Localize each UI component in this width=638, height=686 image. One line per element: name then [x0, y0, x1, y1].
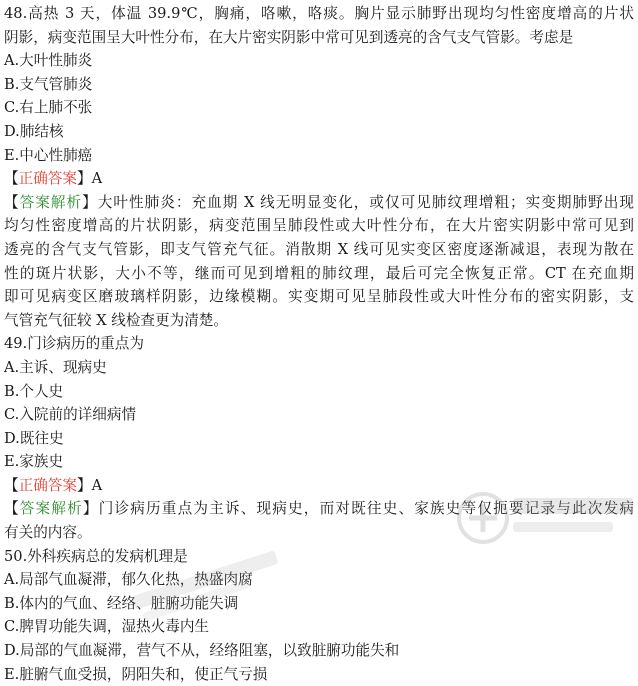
analysis-text-line: 均匀性密度增高的片状阴影，病变范围呈肺段性或大叶性分布，在大片密实阴影中常可见到: [4, 217, 634, 235]
analysis-text-line: 门诊病历重点为主诉、现病史，而对既往史、家族史等仅扼要记录与此次发病: [98, 500, 634, 518]
question-49: [4, 332, 634, 544]
option-e: E.中心性肺癌: [4, 146, 93, 164]
analysis-text-line: 大叶性肺炎：充血期 X 线无明显变化，或仅可见肺纹理增粗；实变期肺野出现: [97, 193, 634, 211]
option-a: A.大叶性肺炎: [4, 52, 93, 70]
option-d: D.肺结核: [4, 122, 64, 140]
option-e: E.家族史: [4, 453, 64, 471]
correct-answer-label: 正确答案: [18, 170, 77, 188]
correct-answer: 【正确答案】A: [4, 170, 103, 188]
analysis-text-line: 透亮的含气支气管影，即支气管充气征。消散期 X 线可见实变区密度逐渐减退，表现为散在: [4, 240, 634, 258]
answer-analysis: 【答案解析】大叶性肺炎：充血期 X 线无明显变化，或仅可见肺纹理增粗；实变期肺野出现: [4, 193, 634, 211]
question-stem-line: 48.高热 3 天，体温 39.9℃，胸痛，咯嗽，咯痰。胸片显示肺野出现均匀性密度增高的片状: [4, 5, 634, 22]
question-stem: 49.门诊病历的重点为: [4, 335, 144, 353]
option-a: A.局部气血凝滞，郁久化热，热盛肉腐: [4, 571, 253, 589]
correct-answer-value: A: [91, 476, 103, 494]
answer-analysis: 【答案解析】门诊病历重点为主诉、现病史，而对既往史、家族史等仅扼要记录与此次发病: [4, 500, 634, 518]
analysis-text-line: 气管充气征较 X 线检查更为清楚。: [4, 311, 228, 329]
question-stem: 50.外科疾病总的发病机理是: [4, 547, 188, 565]
exam-page: [4, 2, 634, 686]
analysis-text-line: 性的斑片状影，大小不等，继而可见到增粗的肺纹理，最后可完全恢复正常。CT 在充血期: [4, 264, 634, 282]
analysis-text-line: 即可见病变区磨玻璃样阴影，边缘模糊。实变期可见呈肺段性或大叶性分布的密实阴影，支: [4, 288, 634, 306]
option-c: C.脾胃功能失调，湿热火毒内生: [4, 618, 210, 636]
option-b: B.体内的气血、经络、脏腑功能失调: [4, 594, 239, 612]
option-d: D.局部的气血凝滞，营气不从，经络阻塞，以致脏腑功能失和: [4, 642, 400, 660]
option-b: B.个人史: [4, 382, 64, 400]
correct-answer-value: A: [91, 170, 103, 188]
option-e: E.脏腑气血受损，阴阳失和，使正气亏损: [4, 665, 268, 683]
option-c: C.入院前的详细病情: [4, 406, 137, 424]
answer-analysis-label: 答案解析: [19, 500, 83, 518]
option-b: B.支气管肺炎: [4, 75, 93, 93]
answer-analysis-label: 答案解析: [19, 193, 83, 211]
correct-answer: 【正确答案】A: [4, 476, 103, 494]
question-48: [4, 2, 634, 332]
option-a: A.主诉、现病史: [4, 358, 107, 376]
question-stem-line: 阴影，病变范围呈大叶性分布，在大片密实阴影中常可见到透亮的含气支气管影。考虑是: [4, 28, 574, 46]
analysis-text-line: 有关的内容。: [4, 524, 92, 542]
option-d: D.既往史: [4, 429, 64, 447]
correct-answer-label: 正确答案: [18, 476, 77, 494]
option-c: C.右上肺不张: [4, 99, 93, 117]
question-50: [4, 545, 634, 686]
